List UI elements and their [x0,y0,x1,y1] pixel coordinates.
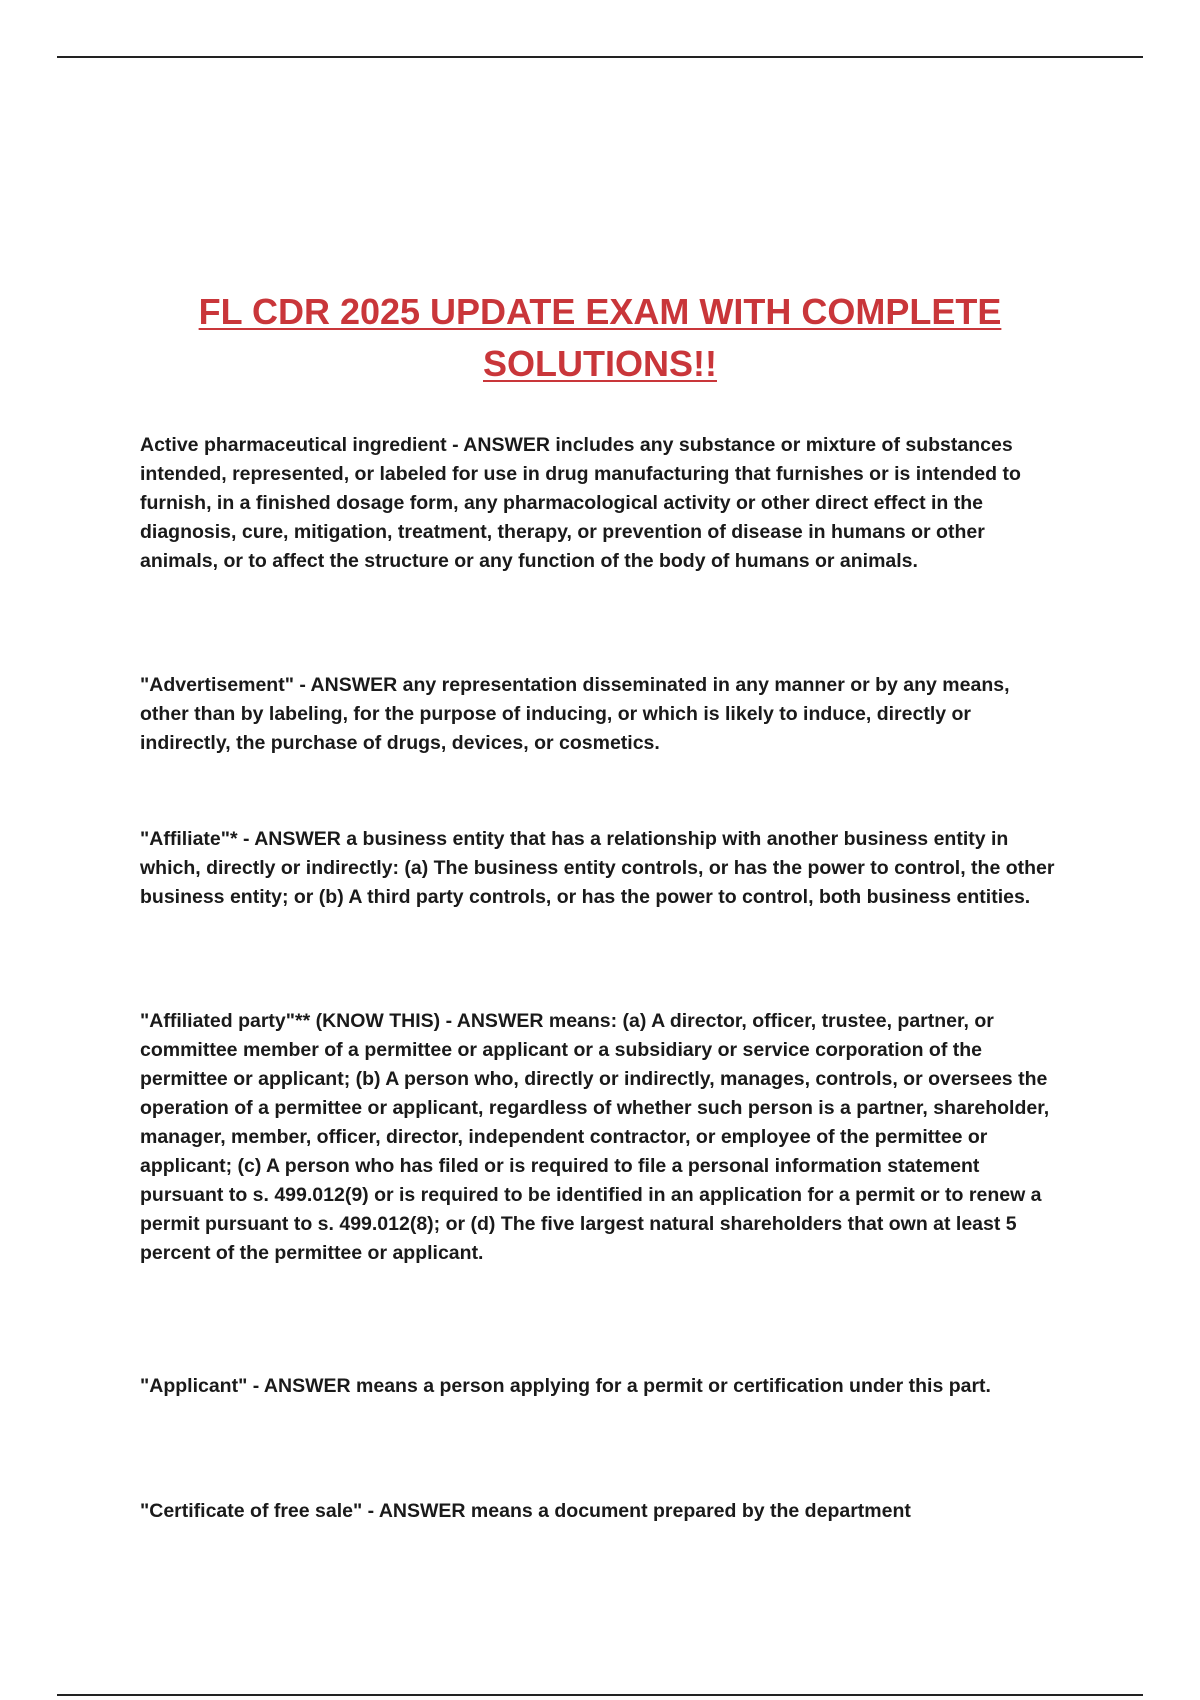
entry-certificate-of-free-sale: "Certificate of free sale" - ANSWER means a document prepared by the department [140,1500,911,1522]
document-body [140,431,1060,1522]
entry-affiliated-party: "Affiliated party"** (KNOW THIS) - ANSWER means: (a) A director, officer, trustee, partner, or committee member of a permittee or applicant or a subsidiary or service corporation of the permittee or applicant; (b) A person who, directly or indirectly, manages, controls, or oversees the operation of a permittee or applicant, regardless of whether such person is a partner, shareholder, manager, member, officer, director, independent contractor, or employee of the permittee or applicant; (c) A person who has filed or is required to file a personal information statement pursuant to s. 499.012(9) or is required to be identified in an application for a permit or to renew a permit pursuant to s. 499.012(8); or (d) The five largest natural shareholders that own at least 5 percent of the permittee or applicant. [140,1010,1050,1264]
entry-active-pharmaceutical-ingredient: Active pharmaceutical ingredient - ANSWER includes any substance or mixture of substances intended, represented, or labeled for use in drug manufacturing that furnishes or is intended to furnish, in a finished dosage form, any pharmacological activity or other direct effect in the diagnosis, cure, mitigation, treatment, therapy, or prevention of disease in humans or other animals, or to affect the structure or any function of the body of humans or animals. [140,434,1021,572]
entry-advertisement: "Advertisement" - ANSWER any representation disseminated in any manner or by any means, other than by labeling, for the purpose of inducing, or which is likely to induce, directly or indirectly, the purchase of drugs, devices, or cosmetics. [140,674,1010,754]
bottom-rule [57,1694,1143,1696]
top-rule [57,56,1143,58]
entry-applicant: "Applicant" - ANSWER means a person applying for a permit or certification under this part. [140,1375,991,1397]
entry-affiliate: "Affiliate"* - ANSWER a business entity that has a relationship with another business entity in which, directly or indirectly: (a) The business entity controls, or has the power to control, the other business entity; or (b) A third party controls, or has the power to control, both business entities. [140,828,1055,908]
document-title: FL CDR 2025 UPDATE EXAM WITH COMPLETE SOLUTIONS!! [198,291,1002,385]
